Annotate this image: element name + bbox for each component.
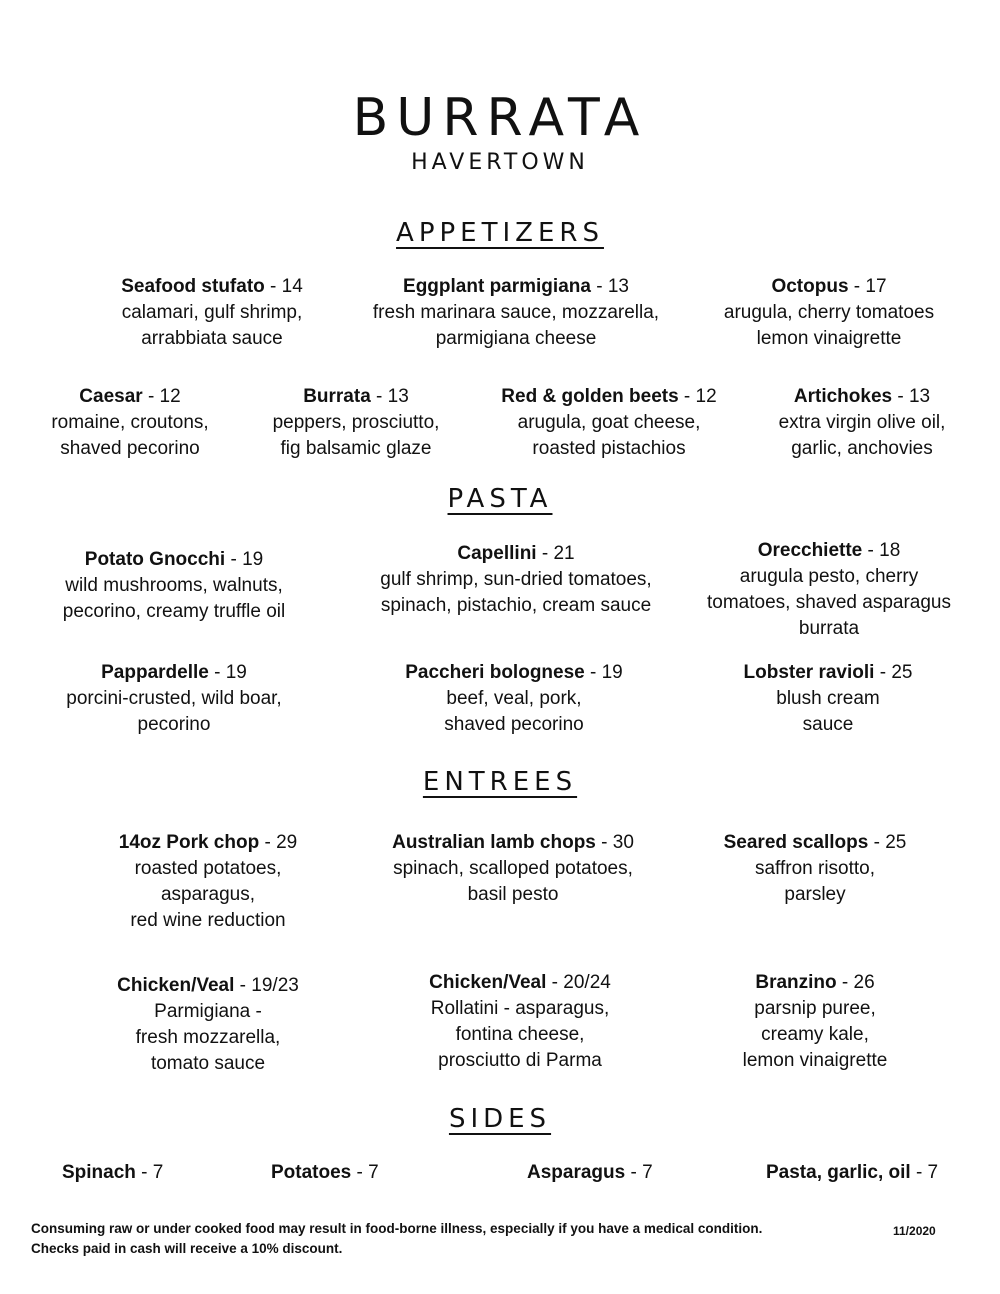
- side-item: Spinach - 7: [62, 1162, 164, 1183]
- menu-item: Pappardelle - 19 porcini-crusted, wild boar, pecorino: [66, 662, 282, 735]
- section-pasta-heading: PASTA: [447, 484, 553, 514]
- menu-item: Caesar - 12 romaine, croutons, shaved pecorino: [51, 386, 209, 459]
- menu-item: Octopus - 17 arugula, cherry tomatoes lemon vinaigrette: [723, 276, 935, 349]
- menu-item: Eggplant parmigiana - 13 fresh marinara sauce, mozzarella, parmigiana cheese: [372, 276, 660, 349]
- side-item: Potatoes - 7: [271, 1162, 379, 1183]
- restaurant-name: BURRATA: [352, 88, 648, 148]
- menu-item: Potato Gnocchi - 19 wild mushrooms, walnuts, pecorino, creamy truffle oil: [62, 549, 286, 622]
- menu-item: Seared scallops - 25 saffron risotto, parsley: [723, 832, 907, 905]
- menu-item: Red & golden beets - 12 arugula, goat cheese, roasted pistachios: [501, 386, 717, 459]
- menu-item: Branzino - 26 parsnip puree, creamy kale, lemon vinaigrette: [742, 972, 888, 1071]
- section-appetizers-heading: APPETIZERS: [396, 218, 604, 248]
- restaurant-location: HAVERTOWN: [411, 150, 589, 175]
- section-sides-heading: SIDES: [448, 1104, 552, 1134]
- menu-item: Chicken/Veal - 20/24 Rollatini - asparagus, fontina cheese, prosciutto di Parma: [429, 972, 611, 1071]
- menu-item: Paccheri bolognese - 19 beef, veal, pork, shaved pecorino: [405, 662, 623, 735]
- menu-item: Australian lamb chops - 30 spinach, scalloped potatoes, basil pesto: [392, 832, 634, 905]
- footer-disclaimer: Consuming raw or under cooked food may result in food-borne illness, especially if you have a medical condition. Checks paid in cash will receive a 10% discount.: [31, 1221, 763, 1256]
- side-item: Pasta, garlic, oil - 7: [766, 1162, 939, 1183]
- menu-item: Orecchiette - 18 arugula pesto, cherry tomatoes, shaved asparagus burrata: [707, 540, 951, 639]
- side-item: Asparagus - 7: [527, 1162, 653, 1183]
- menu-item: Chicken/Veal - 19/23 Parmigiana - fresh mozzarella, tomato sauce: [117, 975, 299, 1074]
- menu-item: Capellini - 21 gulf shrimp, sun-dried tomatoes, spinach, pistachio, cream sauce: [380, 543, 652, 616]
- menu-date: 11/2020: [893, 1224, 936, 1238]
- section-entrees-heading: ENTREES: [422, 767, 578, 797]
- menu-item: 14oz Pork chop - 29 roasted potatoes, asparagus, red wine reduction: [118, 832, 298, 931]
- menu-item: Burrata - 13 peppers, prosciutto, fig balsamic glaze: [272, 386, 440, 459]
- menu-item: Artichokes - 13 extra virgin olive oil, garlic, anchovies: [778, 386, 946, 459]
- menu-item: Seafood stufato - 14 calamari, gulf shrimp, arrabbiata sauce: [121, 276, 303, 349]
- menu-item: Lobster ravioli - 25 blush cream sauce: [743, 662, 913, 735]
